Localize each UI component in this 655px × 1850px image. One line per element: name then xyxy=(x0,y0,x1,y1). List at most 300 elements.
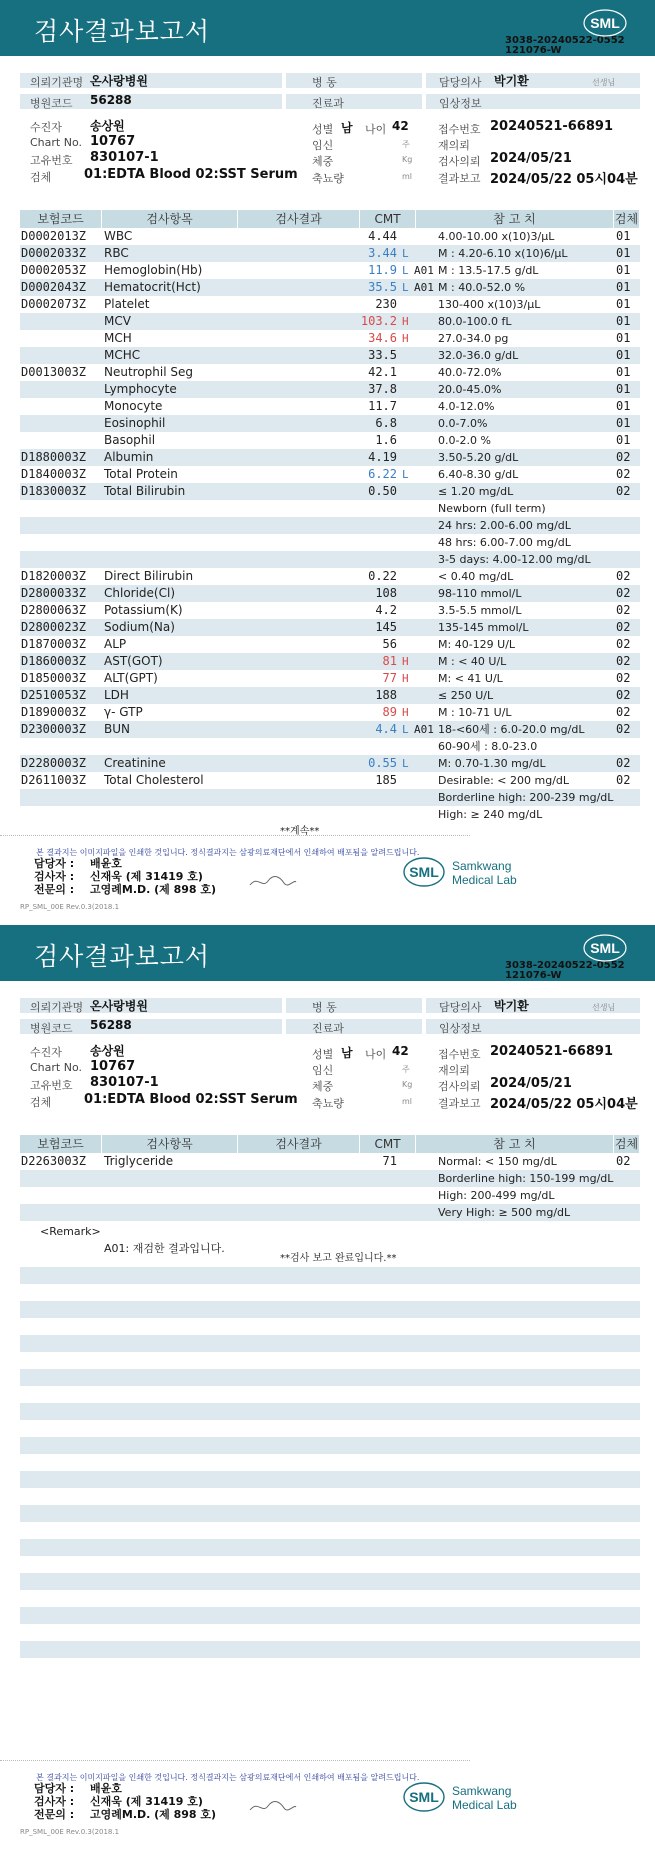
retest-label: 재의뢰 xyxy=(438,1064,470,1077)
tester-label: 검사자 : xyxy=(34,870,75,883)
specimen-code: 01 xyxy=(616,416,631,430)
test-result: 0.22 xyxy=(368,569,397,583)
specimen-code: 01 xyxy=(616,365,631,379)
column-header: 검사결과 xyxy=(238,1135,360,1153)
test-name: Hematocrit(Hct) xyxy=(104,280,201,294)
reference-range: 60-90세 : 8.0-23.0 xyxy=(438,740,538,753)
insurance-code: D1870003Z xyxy=(21,637,87,651)
column-header: CMT xyxy=(360,1135,416,1153)
result-row xyxy=(20,772,640,789)
footer-dashed-line xyxy=(0,835,470,836)
result-row xyxy=(20,245,640,262)
insurance-code: D2263003Z xyxy=(21,1154,87,1168)
specimen-code: 02 xyxy=(616,722,631,736)
urine-label: 축뇨량 xyxy=(312,172,344,185)
test-name: Basophil xyxy=(104,433,156,447)
column-header: 검체 xyxy=(614,212,639,226)
info-shade xyxy=(286,94,422,109)
specimen-code: 01 xyxy=(616,229,631,243)
sex: 남 xyxy=(341,1046,353,1060)
urine-unit: ml xyxy=(402,172,413,181)
specimen-code: 01 xyxy=(616,280,631,294)
age-label: 나이 xyxy=(365,1048,387,1061)
test-result: 4.44 xyxy=(368,229,397,243)
insurance-code: D1820003Z xyxy=(21,569,87,583)
test-name: Total Protein xyxy=(104,467,178,481)
empty-row xyxy=(20,1301,640,1318)
result-row xyxy=(20,279,640,296)
empty-row xyxy=(20,1607,640,1624)
doctor-label: 담당의사 xyxy=(439,76,482,89)
reference-range: M : 4.20-6.10 x(10)6/μL xyxy=(438,247,568,260)
specimen: 01:EDTA Blood 02:SST Serum xyxy=(84,1092,298,1107)
result-row xyxy=(20,228,640,245)
reference-range: 135-145 mmol/L xyxy=(438,621,529,634)
specialist-label: 전문의 : xyxy=(34,883,75,896)
result-flag: H xyxy=(402,315,409,328)
result-row xyxy=(20,262,640,279)
specialist-label: 전문의 : xyxy=(34,1808,75,1821)
insurance-code: D1890003Z xyxy=(21,705,87,719)
request-date: 2024/05/21 xyxy=(490,151,572,166)
insurance-code: D0002073Z xyxy=(21,297,87,311)
hospital-label: 의뢰기관명 xyxy=(30,76,84,89)
reference-range: 0.0-7.0% xyxy=(438,417,488,430)
specimen-label: 검체 xyxy=(30,1096,52,1109)
reference-range: 32.0-36.0 g/dL xyxy=(438,349,519,362)
hospital-name: 온사랑병원 xyxy=(90,74,148,88)
patient-id: 830107-1 xyxy=(90,1075,159,1090)
report-id-line-1: 3038-20240522-0552 xyxy=(505,960,625,971)
empty-row xyxy=(20,1267,640,1284)
sml-logo-text: SML xyxy=(590,940,620,956)
pregnancy-label: 임신 xyxy=(312,139,334,152)
patient-info xyxy=(20,995,640,1113)
test-name: Neutrophil Seg xyxy=(104,365,194,379)
empty-row xyxy=(20,1590,640,1607)
test-name: Albumin xyxy=(104,450,154,464)
result-row xyxy=(20,483,640,500)
reference-range: 0.0-2.0 % xyxy=(438,434,491,447)
specimen-code: 02 xyxy=(616,603,631,617)
sex-label: 성별 xyxy=(312,1048,334,1061)
urine-label: 축뇨량 xyxy=(312,1097,344,1110)
result-row xyxy=(20,432,640,449)
pregnancy-label: 임신 xyxy=(312,1064,334,1077)
reference-range: 27.0-34.0 pg xyxy=(438,332,509,345)
test-name: Creatinine xyxy=(104,756,166,770)
reference-range: Very High: ≥ 500 mg/dL xyxy=(438,1206,571,1219)
specimen-code: 01 xyxy=(616,348,631,362)
specimen-code: 01 xyxy=(616,314,631,328)
test-result: 37.8 xyxy=(368,382,397,396)
result-row xyxy=(20,670,640,687)
empty-row xyxy=(20,1335,640,1352)
specimen-code: 02 xyxy=(616,1154,631,1168)
reference-range: Borderline high: 200-239 mg/dL xyxy=(438,791,614,804)
comment-code: A01 xyxy=(414,264,434,277)
request-label: 검사의뢰 xyxy=(438,155,481,168)
tester-name: 신재욱 (제 31419 호) xyxy=(90,1795,203,1808)
reference-range: ≤ 250 U/L xyxy=(438,689,494,702)
info-shade xyxy=(286,998,422,1013)
empty-row xyxy=(20,1471,640,1488)
doctor-suffix: 선생님 xyxy=(592,78,616,87)
manager-label: 담당자 : xyxy=(34,857,75,870)
weight-label: 체중 xyxy=(312,155,334,168)
specimen-code: 01 xyxy=(616,433,631,447)
footer-note: 본 결과지는 이미지파일을 인쇄한 것입니다. 정식결과지는 삼광의료재단에서 인쇄하여 배포됨을 알려드립니다. xyxy=(36,848,420,857)
result-row xyxy=(20,347,640,364)
insurance-code: D1840003Z xyxy=(21,467,87,481)
insurance-code: D2800033Z xyxy=(21,586,87,600)
sml-logo xyxy=(583,933,627,963)
specimen-code: 02 xyxy=(616,671,631,685)
test-result: 6.8 xyxy=(375,416,397,430)
insurance-code: D1830003Z xyxy=(21,484,87,498)
reference-range: Desirable: < 200 mg/dL xyxy=(438,774,570,787)
insurance-code: D2280003Z xyxy=(21,756,87,770)
empty-row xyxy=(20,1437,640,1454)
column-header: 참 고 치 xyxy=(416,1135,614,1153)
specimen-code: 02 xyxy=(616,705,631,719)
report-time: 2024/05/22 05시04분 xyxy=(490,172,638,187)
pregnancy-unit: 주 xyxy=(402,1065,410,1074)
reference-range: 18-<60세 : 6.0-20.0 mg/dL xyxy=(438,723,585,736)
dept-label: 진료과 xyxy=(312,97,344,110)
sex: 남 xyxy=(341,121,353,135)
patient-name-label: 수진자 xyxy=(30,1046,62,1059)
specimen-code: 02 xyxy=(616,467,631,481)
reference-range: 130-400 x(10)3/μL xyxy=(438,298,541,311)
insurance-code: D2300003Z xyxy=(21,722,87,736)
patient-id: 830107-1 xyxy=(90,150,159,165)
result-row xyxy=(20,602,640,619)
test-result: 4.19 xyxy=(368,450,397,464)
hospcode: 56288 xyxy=(90,93,132,107)
insurance-code: D2800063Z xyxy=(21,603,87,617)
result-row xyxy=(20,619,640,636)
samkwang-logo xyxy=(402,1780,532,1820)
result-row xyxy=(20,568,640,585)
age: 42 xyxy=(392,119,409,133)
sml-logo xyxy=(583,8,627,38)
report-title: 검사결과보고서 xyxy=(34,17,211,46)
patient-info xyxy=(20,70,640,188)
result-row xyxy=(20,381,640,398)
patient-name: 송상원 xyxy=(90,1044,125,1058)
column-header: 검사결과 xyxy=(238,210,360,228)
reference-range: M: < 41 U/L xyxy=(438,672,503,685)
hospcode: 56288 xyxy=(90,1018,132,1032)
remark-text: A01: 재검한 결과입니다. xyxy=(104,1242,225,1255)
empty-row xyxy=(20,1624,640,1641)
reference-range: 4.0-12.0% xyxy=(438,400,495,413)
receipt-no: 20240521-66891 xyxy=(490,119,613,134)
pregnancy-unit: 주 xyxy=(402,140,410,149)
end-marker: **계속** xyxy=(280,826,320,837)
samkwang-logo xyxy=(402,855,532,895)
result-row xyxy=(20,1153,640,1170)
test-result: 77 xyxy=(382,671,397,685)
specimen-code: 01 xyxy=(616,399,631,413)
test-name: Eosinophil xyxy=(104,416,166,430)
test-name: Potassium(K) xyxy=(104,603,183,617)
specimen-code: 01 xyxy=(616,331,631,345)
header-bar xyxy=(0,0,655,56)
reference-range: 3.5-5.5 mmol/L xyxy=(438,604,522,617)
specimen-code: 02 xyxy=(616,688,631,702)
request-label: 검사의뢰 xyxy=(438,1080,481,1093)
test-name: Chloride(Cl) xyxy=(104,586,176,600)
urine-unit: ml xyxy=(402,1097,413,1106)
test-result: 3.44 xyxy=(368,246,397,260)
insurance-code: D1860003Z xyxy=(21,654,87,668)
specialist-name: 고영례M.D. (제 898 호) xyxy=(90,1808,217,1821)
age-label: 나이 xyxy=(365,123,387,136)
comment-code: A01 xyxy=(414,281,434,294)
test-name: ALT(GPT) xyxy=(104,671,158,685)
result-row xyxy=(20,398,640,415)
id-label: 고유번호 xyxy=(30,1079,73,1092)
specialist-name: 고영례M.D. (제 898 호) xyxy=(90,883,217,896)
result-row xyxy=(20,653,640,670)
test-result: 11.9 xyxy=(368,263,397,277)
result-flag: L xyxy=(402,757,409,770)
doctor-name: 박기환 xyxy=(494,999,529,1013)
empty-row xyxy=(20,1573,640,1590)
request-date: 2024/05/21 xyxy=(490,1076,572,1091)
test-result: 11.7 xyxy=(368,399,397,413)
chart-label: Chart No. xyxy=(30,1061,82,1074)
test-name: ALP xyxy=(104,637,127,651)
result-row xyxy=(20,721,640,738)
test-name: MCH xyxy=(104,331,132,345)
insurance-code: D0002053Z xyxy=(21,263,87,277)
specimen-code: 01 xyxy=(616,246,631,260)
specimen-code: 02 xyxy=(616,586,631,600)
result-flag: L xyxy=(402,264,409,277)
result-row xyxy=(20,687,640,704)
reference-range: Borderline high: 150-199 mg/dL xyxy=(438,1172,614,1185)
empty-row xyxy=(20,1386,640,1403)
report-time: 2024/05/22 05시04분 xyxy=(490,1097,638,1112)
revision-code: RP_SML_00E Rev.0.3(2018.1 xyxy=(20,1828,120,1836)
reference-range: 48 hrs: 6.00-7.00 mg/dL xyxy=(438,536,571,549)
test-result: 71 xyxy=(382,1154,397,1168)
lab-name-line-1: Samkwang xyxy=(452,859,512,873)
result-row xyxy=(20,534,640,551)
empty-row xyxy=(20,1352,640,1369)
test-result: 6.22 xyxy=(368,467,397,481)
footer-note: 본 결과지는 이미지파일을 인쇄한 것입니다. 정식결과지는 삼광의료재단에서 인쇄하여 배포됨을 알려드립니다. xyxy=(36,1773,420,1782)
report-id xyxy=(505,961,625,981)
result-row xyxy=(20,415,640,432)
test-name: γ- GTP xyxy=(104,705,143,719)
specimen-code: 02 xyxy=(616,450,631,464)
result-row xyxy=(20,517,640,534)
result-flag: H xyxy=(402,332,409,345)
empty-row xyxy=(20,1539,640,1556)
clinic-label: 임상정보 xyxy=(439,97,482,110)
result-flag: L xyxy=(402,281,409,294)
manager-label: 담당자 : xyxy=(34,1782,75,1795)
specimen-code: 01 xyxy=(616,297,631,311)
doctor-label: 담당의사 xyxy=(439,1001,482,1014)
info-shade xyxy=(286,73,422,88)
result-row xyxy=(20,1204,640,1221)
results-header xyxy=(20,210,640,228)
result-row xyxy=(20,466,640,483)
empty-row xyxy=(20,1318,640,1335)
test-result: 35.5 xyxy=(368,280,397,294)
report-page xyxy=(0,925,655,1850)
test-name: BUN xyxy=(104,722,130,736)
insurance-code: D2800023Z xyxy=(21,620,87,634)
result-row xyxy=(20,364,640,381)
test-result: 4.2 xyxy=(375,603,397,617)
sex-label: 성별 xyxy=(312,123,334,136)
test-result: 230 xyxy=(375,297,397,311)
reference-range: ≤ 1.20 mg/dL xyxy=(438,485,514,498)
header-bar xyxy=(0,925,655,981)
test-result: 108 xyxy=(375,586,397,600)
result-row xyxy=(20,738,640,755)
reference-range: 3.50-5.20 g/dL xyxy=(438,451,519,464)
empty-row xyxy=(20,1522,640,1539)
reference-range: High: ≥ 240 mg/dL xyxy=(438,808,543,821)
footer-dashed-line xyxy=(0,1760,470,1761)
reference-range: 98-110 mmol/L xyxy=(438,587,522,600)
reference-range: M : 10-71 U/L xyxy=(438,706,512,719)
age: 42 xyxy=(392,1044,409,1058)
insurance-code: D0002043Z xyxy=(21,280,87,294)
result-flag: L xyxy=(402,723,409,736)
test-name: Monocyte xyxy=(104,399,163,413)
tester-label: 검사자 : xyxy=(34,1795,75,1808)
report-time-label: 결과보고 xyxy=(438,1097,481,1110)
lab-name-line-1: Samkwang xyxy=(452,1784,512,1798)
manager-name: 배윤호 xyxy=(90,857,122,870)
empty-row xyxy=(20,1658,640,1675)
result-row xyxy=(20,806,640,823)
insurance-code: D0002013Z xyxy=(21,229,87,243)
result-row xyxy=(20,330,640,347)
reference-range: < 0.40 mg/dL xyxy=(438,570,514,583)
test-name: MCHC xyxy=(104,348,141,362)
weight-unit: Kg xyxy=(402,1080,413,1089)
result-row xyxy=(20,296,640,313)
tester-name: 신재욱 (제 31419 호) xyxy=(90,870,203,883)
specimen-code: 02 xyxy=(616,756,631,770)
column-header: 검체 xyxy=(614,1137,639,1151)
reference-range: High: 200-499 mg/dL xyxy=(438,1189,555,1202)
test-result: 185 xyxy=(375,773,397,787)
empty-row xyxy=(20,1284,640,1301)
receipt-no: 20240521-66891 xyxy=(490,1044,613,1059)
report-time-label: 결과보고 xyxy=(438,172,481,185)
doctor-suffix: 선생님 xyxy=(592,1003,616,1012)
chart-no: 10767 xyxy=(90,134,136,149)
reference-range: 3-5 days: 4.00-12.00 mg/dL xyxy=(438,553,591,566)
report-id-line-2: 121076-W xyxy=(505,970,562,981)
insurance-code: D0002033Z xyxy=(21,246,87,260)
signature xyxy=(248,873,298,895)
reference-range: 4.00-10.00 x(10)3/μL xyxy=(438,230,555,243)
report-title: 검사결과보고서 xyxy=(34,942,211,971)
specimen-code: 02 xyxy=(616,484,631,498)
receipt-label: 접수번호 xyxy=(438,1048,481,1061)
result-flag: L xyxy=(402,247,409,260)
result-row xyxy=(20,313,640,330)
reference-range: 20.0-45.0% xyxy=(438,383,502,396)
test-name: Direct Bilirubin xyxy=(104,569,194,583)
test-result: 42.1 xyxy=(368,365,397,379)
test-name: LDH xyxy=(104,688,129,702)
test-name: Total Cholesterol xyxy=(104,773,204,787)
ward-label: 병 동 xyxy=(312,76,337,89)
column-header: 보험코드 xyxy=(20,210,102,228)
reference-range: 6.40-8.30 g/dL xyxy=(438,468,519,481)
comment-code: A01 xyxy=(414,723,434,736)
test-result: 89 xyxy=(382,705,397,719)
lab-name-line-2: Medical Lab xyxy=(452,1798,517,1812)
receipt-label: 접수번호 xyxy=(438,123,481,136)
test-result: 145 xyxy=(375,620,397,634)
hospital-name: 온사랑병원 xyxy=(90,999,148,1013)
lab-name-line-2: Medical Lab xyxy=(452,873,517,887)
insurance-code: D2611003Z xyxy=(21,773,87,787)
column-header: 검사항목 xyxy=(102,1135,238,1153)
id-label: 고유번호 xyxy=(30,154,73,167)
test-result: 34.6 xyxy=(368,331,397,345)
empty-row xyxy=(20,1403,640,1420)
test-name: AST(GOT) xyxy=(104,654,163,668)
report-id-line-2: 121076-W xyxy=(505,45,562,56)
test-result: 33.5 xyxy=(368,348,397,362)
results-header xyxy=(20,1135,640,1153)
result-flag: H xyxy=(402,672,409,685)
empty-row xyxy=(20,1369,640,1386)
reference-range: 24 hrs: 2.00-6.00 mg/dL xyxy=(438,519,571,532)
patient-name-label: 수진자 xyxy=(30,121,62,134)
remark-label: <Remark> xyxy=(40,1225,101,1238)
test-name: RBC xyxy=(104,246,129,260)
hospcode-label: 병원코드 xyxy=(30,97,73,110)
result-flag: H xyxy=(402,706,409,719)
reference-range: M : 40.0-52.0 % xyxy=(438,281,526,294)
reference-range: M : < 40 U/L xyxy=(438,655,507,668)
result-row xyxy=(20,500,640,517)
specimen-code: 02 xyxy=(616,654,631,668)
empty-row xyxy=(20,1556,640,1573)
specimen-code: 02 xyxy=(616,569,631,583)
test-name: Platelet xyxy=(104,297,150,311)
test-result: 56 xyxy=(382,637,397,651)
specimen-label: 검체 xyxy=(30,171,52,184)
weight-unit: Kg xyxy=(402,155,413,164)
specimen-code: 01 xyxy=(616,263,631,277)
reference-range: M: 0.70-1.30 mg/dL xyxy=(438,757,546,770)
empty-row xyxy=(20,1641,640,1658)
specimen-code: 01 xyxy=(616,382,631,396)
test-name: WBC xyxy=(104,229,133,243)
empty-row xyxy=(20,1488,640,1505)
reference-range: M: 40-129 U/L xyxy=(438,638,516,651)
column-header: 참 고 치 xyxy=(416,210,614,228)
column-header: CMT xyxy=(360,210,416,228)
test-name: Hemoglobin(Hb) xyxy=(104,263,203,277)
